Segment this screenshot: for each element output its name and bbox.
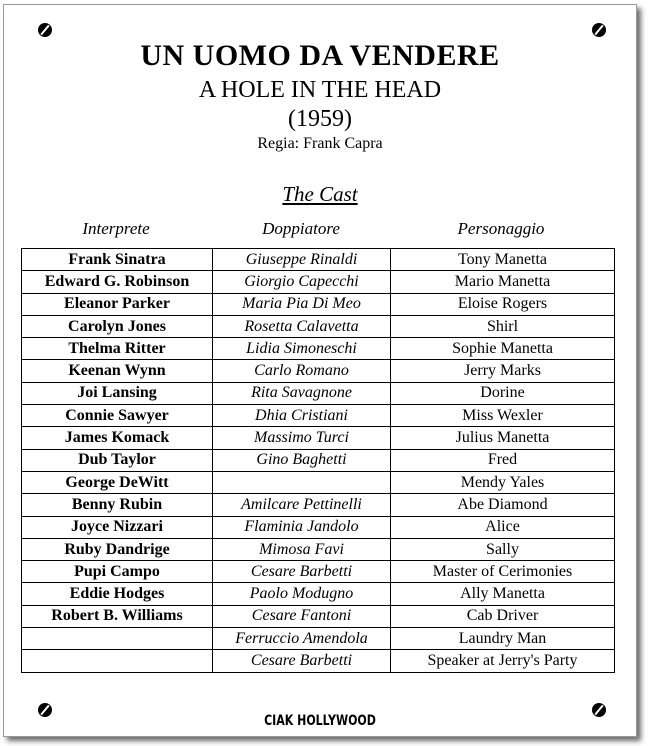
dubber-cell: Cesare Barbetti — [213, 561, 391, 583]
table-row — [22, 249, 615, 271]
role-cell: Shirl — [391, 315, 615, 337]
role-cell: Alice — [391, 516, 615, 538]
role-cell: Mendy Yales — [391, 471, 615, 493]
table-row — [22, 516, 615, 538]
dubber-cell: Rosetta Calavetta — [213, 315, 391, 337]
table-row — [22, 449, 615, 471]
actor-cell: James Komack — [22, 427, 213, 449]
actor-cell: Joi Lansing — [22, 382, 213, 404]
cast-plaque — [3, 4, 637, 737]
role-cell: Dorine — [391, 382, 615, 404]
role-cell: Sally — [391, 538, 615, 560]
table-row — [22, 538, 615, 560]
actor-cell: George DeWitt — [22, 471, 213, 493]
dubber-cell: Ferruccio Amendola — [213, 628, 391, 650]
column-header-actor: Interprete — [82, 219, 150, 238]
screw-icon — [38, 23, 52, 37]
actor-cell — [22, 628, 213, 650]
role-cell: Miss Wexler — [391, 405, 615, 427]
actor-cell: Thelma Ritter — [22, 338, 213, 360]
dubber-cell: Giorgio Capecchi — [213, 271, 391, 293]
actor-cell: Eddie Hodges — [22, 583, 213, 605]
table-row — [22, 583, 615, 605]
dubber-cell: Carlo Romano — [213, 360, 391, 382]
dubber-cell: Maria Pia Di Meo — [213, 293, 391, 315]
table-row — [22, 427, 615, 449]
role-cell: Speaker at Jerry's Party — [391, 650, 615, 672]
role-cell: Fred — [391, 449, 615, 471]
movie-title: UN UOMO DA VENDERE — [140, 39, 500, 72]
role-cell: Cab Driver — [391, 605, 615, 627]
table-row — [22, 405, 615, 427]
original-title: A HOLE IN THE HEAD — [198, 77, 442, 103]
release-year: (1959) — [288, 106, 352, 132]
actor-cell: Keenan Wynn — [22, 360, 213, 382]
table-row — [22, 271, 615, 293]
dubber-cell: Rita Savagnone — [213, 382, 391, 404]
actor-cell — [22, 650, 213, 672]
dubber-cell: Paolo Modugno — [213, 583, 391, 605]
column-header-role: Personaggio — [457, 219, 545, 238]
role-cell: Mario Manetta — [391, 271, 615, 293]
actor-cell: Carolyn Jones — [22, 315, 213, 337]
table-row — [22, 605, 615, 627]
role-cell: Ally Manetta — [391, 583, 615, 605]
director-credit: Regia: Frank Capra — [257, 135, 383, 152]
table-row — [22, 471, 615, 493]
role-cell: Master of Cerimonies — [391, 561, 615, 583]
actor-cell: Dub Taylor — [22, 449, 213, 471]
ciak-hollywood-logo: CIAK HOLLYWOOD — [264, 712, 376, 729]
actor-cell: Ruby Dandrige — [22, 538, 213, 560]
dubber-cell: Giuseppe Rinaldi — [213, 249, 391, 271]
column-header-dubber: Doppiatore — [262, 219, 340, 238]
dubber-cell: Cesare Fantoni — [213, 605, 391, 627]
table-row — [22, 315, 615, 337]
actor-cell: Edward G. Robinson — [22, 271, 213, 293]
dubber-cell: Gino Baghetti — [213, 449, 391, 471]
role-cell: Julius Manetta — [391, 427, 615, 449]
role-cell: Eloise Rogers — [391, 293, 615, 315]
role-cell: Laundry Man — [391, 628, 615, 650]
table-row — [22, 561, 615, 583]
actor-cell: Eleanor Parker — [22, 293, 213, 315]
table-row — [22, 494, 615, 516]
role-cell: Abe Diamond — [391, 494, 615, 516]
role-cell: Tony Manetta — [391, 249, 615, 271]
dubber-cell: Amilcare Pettinelli — [213, 494, 391, 516]
actor-cell: Joyce Nizzari — [22, 516, 213, 538]
dubber-cell: Massimo Turci — [213, 427, 391, 449]
table-row — [22, 650, 615, 672]
actor-cell: Robert B. Williams — [22, 605, 213, 627]
actor-cell: Benny Rubin — [22, 494, 213, 516]
dubber-cell: Mimosa Favi — [213, 538, 391, 560]
actor-cell: Frank Sinatra — [22, 249, 213, 271]
dubber-cell: Lidia Simoneschi — [213, 338, 391, 360]
cast-table — [21, 248, 615, 673]
table-row — [22, 628, 615, 650]
table-row — [22, 360, 615, 382]
dubber-cell: Flaminia Jandolo — [213, 516, 391, 538]
dubber-cell: Dhia Cristiani — [213, 405, 391, 427]
actor-cell: Connie Sawyer — [22, 405, 213, 427]
cast-heading: The Cast — [282, 182, 358, 206]
table-row — [22, 382, 615, 404]
dubber-cell: Cesare Barbetti — [213, 650, 391, 672]
dubber-cell — [213, 471, 391, 493]
actor-cell: Pupi Campo — [22, 561, 213, 583]
screw-icon — [592, 23, 606, 37]
role-cell: Jerry Marks — [391, 360, 615, 382]
role-cell: Sophie Manetta — [391, 338, 615, 360]
table-row — [22, 338, 615, 360]
table-row — [22, 293, 615, 315]
